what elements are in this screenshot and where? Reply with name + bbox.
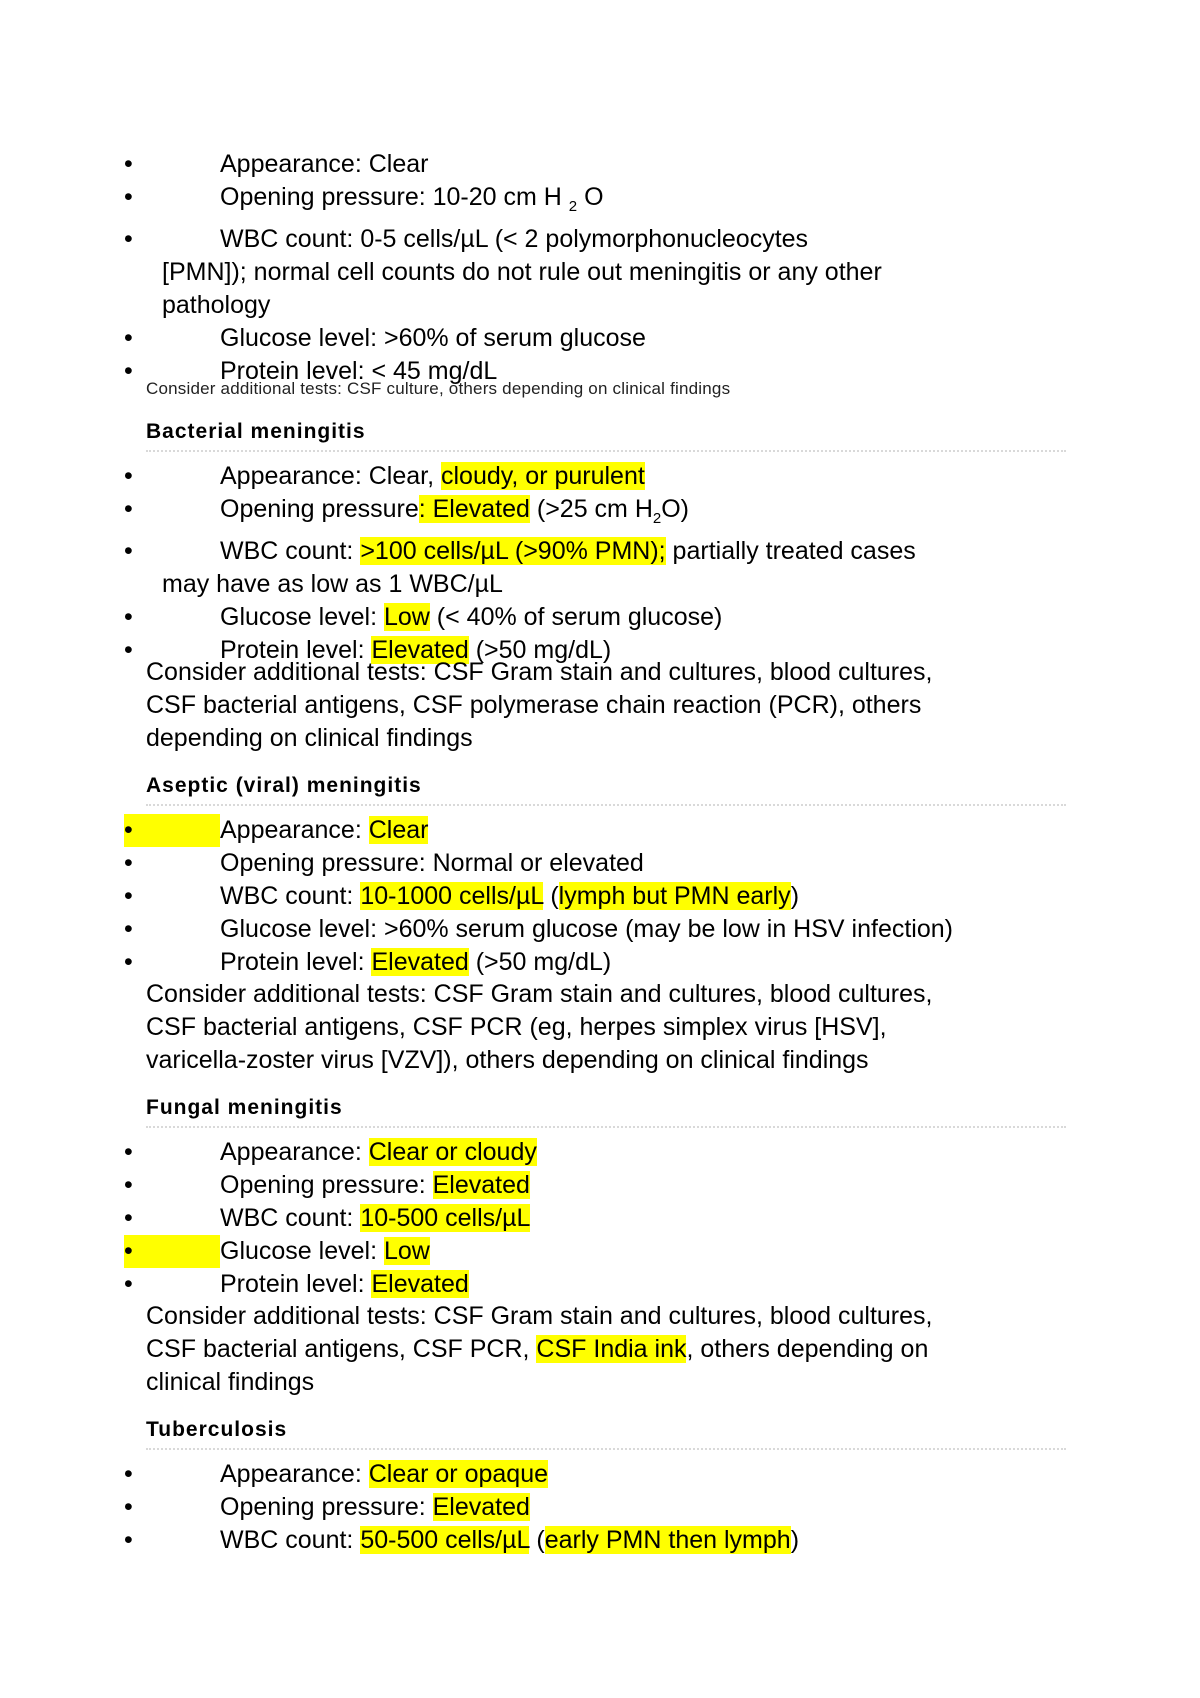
highlighted-text: CSF India ink [536,1335,687,1363]
bullet-icon: • [124,1235,220,1268]
list-item: • Glucose level: Low [0,1235,1200,1268]
bullet-icon: • [124,915,133,943]
highlighted-text: Clear or opaque [368,1460,549,1488]
bullet-icon: • [124,849,133,877]
bullet-icon: • [124,1171,133,1199]
normal-additional-tests-note: Consider additional tests: CSF culture, others depending on clinical findings [146,379,731,398]
bullet-icon: • [124,495,133,523]
list-item: • Opening pressure: Elevated [0,1491,1200,1524]
section-heading-tuberculosis: Tuberculosis [146,1418,1066,1450]
highlighted-text: : Elevated [418,495,530,523]
section-heading-bacterial: Bacterial meningitis [146,420,1066,452]
highlighted-text: Elevated [371,636,469,664]
list-item: • Appearance: Clear or opaque [0,1458,1200,1491]
list-item: • Glucose level: Low (< 40% of serum glucose) [0,601,1200,634]
bullet-icon: • [124,462,133,490]
list-item: • Opening pressure: Elevated [0,1169,1200,1202]
aseptic-findings-list [0,814,1200,979]
bullet-icon: • [124,814,220,847]
list-item: • Protein level: Elevated (>50 mg/dL) [0,634,1200,667]
highlighted-text: lymph but PMN early [558,882,791,910]
highlighted-text: Clear or cloudy [368,1138,537,1166]
list-item-continuation: pathology [162,291,271,319]
highlighted-text: Elevated [371,1270,469,1298]
bullet-icon: • [124,324,133,352]
highlighted-text: Elevated [371,948,469,976]
bullet-icon: • [124,1460,133,1488]
highlighted-text: cloudy, or purulent [440,462,645,490]
highlighted-text: Elevated [432,1493,530,1521]
list-item: • Glucose level: >60% of serum glucose [0,322,1200,355]
list-item: • WBC count: >100 cells/µL (>90% PMN); partially treated cases [0,535,1200,568]
list-item: • Opening pressure: 10-20 cm H $_2$ O [124,183,604,215]
list-item: • WBC count: 10-500 cells/µL [0,1202,1200,1235]
highlighted-text: Low [383,603,430,631]
list-item: • Appearance: Clear [0,814,1200,847]
list-item: • WBC count: 50-500 cells/µL (early PMN then lymph) [0,1524,1200,1557]
normal-findings-list [0,148,1200,388]
list-item: • Protein level: Elevated (>50 mg/dL) [0,946,1200,979]
highlighted-text: 50-500 cells/µL [360,1526,530,1554]
list-item: • WBC count: 10-1000 cells/µL (lymph but PMN early) [0,880,1200,913]
tuberculosis-findings-list [0,1458,1200,1557]
bullet-icon: • [124,882,133,910]
bullet-icon: • [124,636,133,664]
list-item-continuation: [PMN]); normal cell counts do not rule out meningitis or any other [162,258,882,286]
highlighted-text: Low [383,1237,430,1265]
bullet-icon: • [124,948,133,976]
list-item: • WBC count: 0-5 cells/µL (< 2 polymorphonucleocytes [0,223,1200,256]
bullet-icon: • [124,225,133,253]
fungal-additional-tests-note: Consider additional tests: CSF Gram stain and cultures, blood cultures, CSF bacterial antigens, CSF PCR, CSF India ink, others depending on clinical findings [146,1302,933,1396]
list-item: • Protein level: < 45 mg/dL [0,355,1200,388]
bullet-icon: • [124,1493,133,1521]
highlighted-text: Clear [368,816,429,844]
bullet-icon: • [124,537,133,565]
section-heading-aseptic: Aseptic (viral) meningitis [146,774,1066,806]
list-item: • Appearance: Clear or cloudy [0,1136,1200,1169]
bacterial-additional-tests-note: Consider additional tests: CSF Gram stain and cultures, blood cultures, CSF bacterial antigens, CSF polymerase chain reaction (PCR), others depending on clinical findings [146,658,933,752]
highlighted-text: 10-1000 cells/µL [360,882,544,910]
bacterial-findings-list [0,460,1200,667]
bullet-icon: • [124,1270,133,1298]
aseptic-additional-tests-note: Consider additional tests: CSF Gram stain and cultures, blood cultures, CSF bacterial antigens, CSF PCR (eg, herpes simplex virus [HSV], varicella-zoster virus [VZV]), others depending on clinical findings [146,980,933,1074]
section-heading-fungal: Fungal meningitis [146,1096,1066,1128]
bullet-icon: • [124,1138,133,1166]
highlighted-text: >100 cells/µL (>90% PMN); [360,537,666,565]
bullet-icon: • [124,357,133,385]
bullet-icon: • [124,1526,133,1554]
highlighted-text: Elevated [432,1171,530,1199]
fungal-findings-list [0,1136,1200,1301]
list-item: • Protein level: Elevated [0,1268,1200,1301]
bullet-icon: • [124,1204,133,1232]
list-item: • Opening pressure: Elevated (>25 cm $H_2O$) [124,495,689,527]
highlighted-text: early PMN then lymph [544,1526,791,1554]
list-item-continuation: may have as low as 1 WBC/µL [162,570,503,598]
highlighted-text: 10-500 cells/µL [360,1204,531,1232]
list-item: • Glucose level: >60% serum glucose (may be low in HSV infection) [0,913,1200,946]
list-item: • Opening pressure: Normal or elevated [0,847,1200,880]
list-item: • Appearance: Clear, cloudy, or purulent [0,460,1200,493]
bullet-icon: • [124,603,133,631]
bullet-icon: • [124,183,133,211]
bullet-icon: • [124,150,133,178]
list-item: • Appearance: Clear [0,148,1200,181]
